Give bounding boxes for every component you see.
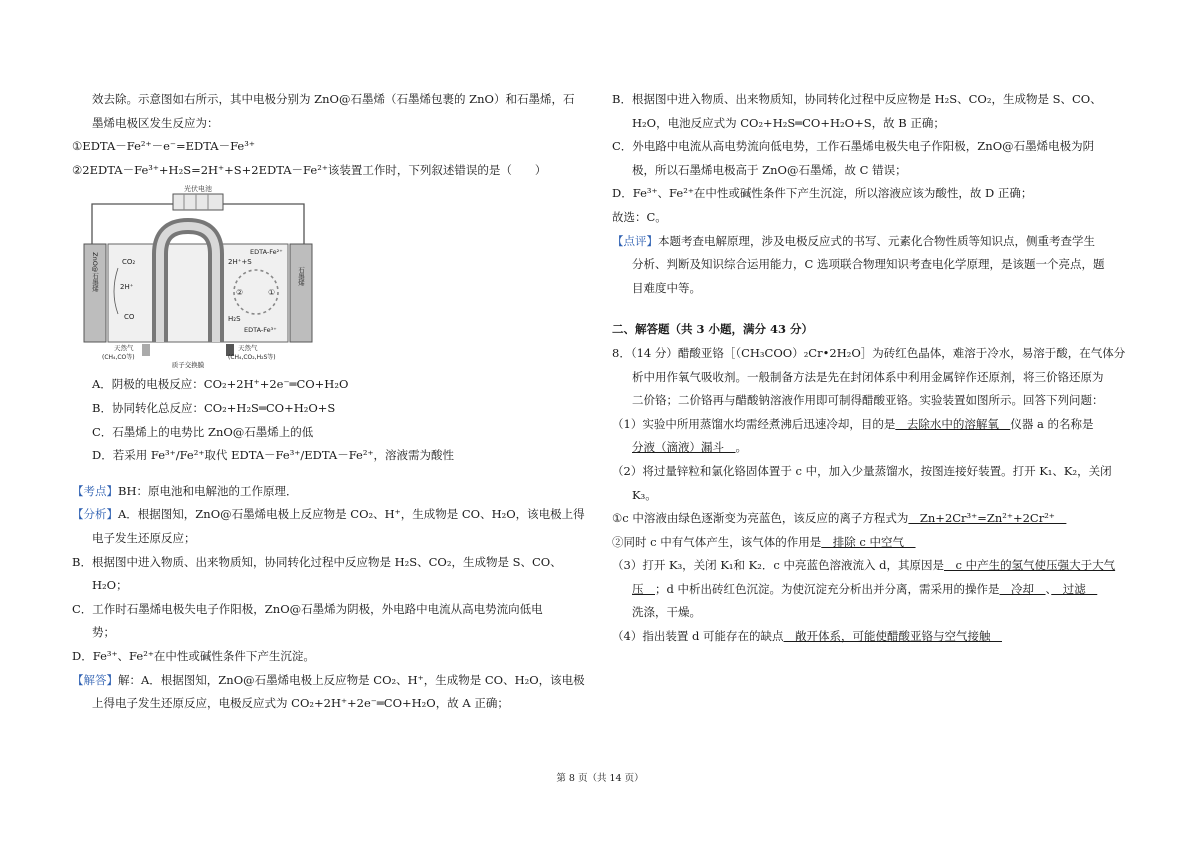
right-electrode [290,244,312,342]
right-column [612,88,1132,649]
answer-c2: 极，所以石墨烯电极高于 ZnO@石墨烯，故 C 错误； [632,162,907,177]
fenxi-a-text: A．根据图知，ZnO@石墨烯电极上反应物是 CO₂、H⁺，生成物是 CO、H₂O，该电极上得 [118,507,585,522]
part3-text-b: ；d 中析出砖红色沉淀。为使沉淀充分析出并分离，需采用的操作是 [655,581,1000,596]
reaction-2: ②2EDTA－Fe³⁺+H₂S=2H⁺+S+2EDTA－Fe²⁺该装置工作时，下列叙述错误的是（ ） [72,162,547,177]
q8-part2-line2: K₃。 [632,487,657,502]
q8-part4 [612,625,1132,649]
kaodian-tag: 【考点】 [72,483,118,498]
label-h-s: 2H⁺+S [228,258,252,267]
right-electrode-label: 石墨烯 [297,266,305,287]
part1-end: 。 [735,440,747,455]
kaodian [72,480,594,504]
label-edta-fe2: EDTA-Fe²⁺ [250,248,283,257]
q8-part3 [612,554,1132,578]
jieda-tag: 【解答】 [72,672,118,687]
q8-part1-cont [612,436,1132,460]
answer-c1: C．外电路中电流从高电势流向低电势，工作石墨烯电极失电子作阳极，ZnO@石墨烯电极为阴 [612,139,1095,154]
dianping-tag: 【点评】 [612,233,658,248]
fenxi-c: C．工作时石墨烯电极失电子作阳极，ZnO@石墨烯为阴极，外电路中电流从高电势流向低电 [72,601,543,616]
label-co: CO [124,313,135,322]
q8-part1 [612,413,1132,437]
label-membrane: 质子交换膜 [171,361,205,370]
fenxi-c2: 势； [92,625,115,640]
label-gas-left: 天然气 [114,344,134,353]
section-title: 二、解答题（共 3 小题，满分 43 分） [612,322,814,337]
q8-part3-end: 洗涤，干燥。 [632,605,701,620]
part3-answer3: 过滤 [1051,581,1098,596]
label-h2s: H₂S [228,315,241,324]
pv-panel [173,194,223,210]
jieda-a2: 上得电子发生还原反应，电极反应式为 CO₂+2H⁺+2e⁻═CO+H₂O，故 A 正确； [92,696,509,711]
pv-label: 光伏电池 [184,185,212,194]
part2-q1-text: ①c 中溶液由绿色逐渐变为亮蓝色，该反应的离子方程式为 [612,511,909,526]
diagram-svg [78,184,318,369]
kaodian-text: BH：原电池和电解池的工作原理． [118,483,298,498]
part1-answer1: 去除水中的溶解氧 [895,416,1011,431]
option-d: D．若采用 Fe³⁺/Fe²⁺取代 EDTA－Fe³⁺/EDTA－Fe²⁺，溶液需为酸性 [92,448,455,463]
q8-part2-q2 [612,531,1132,555]
q8-part2-line1: （2）将过量锌粒和氯化铬固体置于 c 中，加入少量蒸馏水，按图连接好装置。打开 K₁、K₂，关闭 [612,463,1112,478]
part3-text: （3）打开 K₃，关闭 K₁和 K₂．c 中亮蓝色溶液流入 d，其原因是 [612,558,944,573]
label-gas-right-sub: (CH₄,CO₂,H₂S等) [228,354,276,362]
answer-d1: D．Fe³⁺、Fe²⁺在中性或碱性条件下产生沉淀，所以溶液应该为酸性，故 D 正确； [612,186,1033,201]
q8-line3: 二价铬；二价铬再与醋酸钠溶液作用即可制得醋酸亚铬。实验装置如图所示。回答下列问题： [632,393,1104,408]
q8-line1: 8．（14 分）醋酸亚铬［（CH₃COO）₂Cr•2H₂O］为砖红色晶体，难溶于冷水，易溶于酸，在气体分 [612,345,1126,360]
part3-answer2: 冷却 [999,581,1046,596]
q8-part3-cont [612,578,1132,602]
fenxi-a2: 电子发生还原反应； [92,530,196,545]
part3-answer1: c 中产生的氢气使压强大于大气 [944,558,1116,573]
jieda-a [72,669,594,693]
dianping-text1: 本题考查电解原理，涉及电极反应式的书写、元素化合物性质等知识点，侧重考查学生 [658,233,1095,248]
option-c: C．石墨烯上的电势比 ZnO@石墨烯上的低 [92,424,314,439]
q8-line2: 析中用作氧气吸收剂。一般制备方法是先在封闭体系中利用金属锌作还原剂，将三价铬还原为 [632,369,1104,384]
dianping-2: 分析、判断及知识综合运用能力，C 选项联合物理知识考查电化学原理，是该题一个亮点，题 [632,257,1105,272]
option-b: B．协同转化总反应：CO₂+H₂S═CO+H₂O+S [92,400,336,415]
spacer [72,468,594,480]
spacer [612,300,1132,318]
dianping-3: 目难度中等。 [632,280,701,295]
part1-answer2: 分液（滴液）漏斗 [632,440,736,455]
page-footer: 第 8 页（共 14 页） [556,773,644,784]
q8-part2-q1 [612,507,1132,531]
part3-sep: 、 [1045,581,1052,596]
left-electrode-label: ZnO@石墨烯 [91,252,99,293]
label-edta-fe3: EDTA-Fe³⁺ [244,326,277,335]
label-circle2: ② [236,288,244,298]
part4-text: （4）指出装置 d 可能存在的缺点 [612,629,784,644]
jieda-a-text: 解：A．根据图知，ZnO@石墨烯电极上反应物是 CO₂、H⁺，生成物是 CO、H₂O，该电极 [118,672,585,687]
fenxi-b2: H₂O； [92,578,128,593]
label-co2: CO₂ [122,258,136,267]
intro-line1: 效去除。示意图如右所示，其中电极分别为 ZnO@石墨烯（石墨烯包裹的 ZnO）和石墨烯，石 [92,92,575,106]
part4-answer: 敞开体系，可能使醋酸亚铬与空气接触 [783,629,1002,644]
label-gas-right: 天然气 [238,344,258,353]
answer-b2: H₂O，电池反应式为 CO₂+H₂S═CO+H₂O+S，故 B 正确； [632,115,945,130]
part2-q2-text: ②同时 c 中有气体产生，该气体的作用是 [612,534,822,549]
choice: 故选：C。 [612,209,667,224]
fenxi-a [72,503,594,527]
label-gas-left-sub: (CH₄,CO等) [102,354,135,362]
part1-text-b: 仪器 a 的名称是 [1010,416,1094,431]
intro-line2: 墨烯电极区发生反应为： [92,115,219,130]
label-circle1: ① [268,288,276,298]
fenxi-tag: 【分析】 [72,507,118,522]
gas-out-arrow [142,344,150,356]
dianping [612,230,1132,254]
fenxi-b: B．根据图中进入物质、出来物质知，协同转化过程中反应物是 H₂S、CO₂，生成物是 S、CO、 [72,554,562,569]
left-column [72,88,594,716]
reaction-1: ①EDTA－Fe²⁺－e⁻=EDTA－Fe³⁺ [72,139,255,154]
electrolysis-diagram [78,184,318,369]
part1-text: （1）实验中所用蒸馏水均需经煮沸后迅速冷却，目的是 [612,416,896,431]
option-a: A．阴极的电极反应：CO₂+2H⁺+2e⁻═CO+H₂O [92,377,349,392]
part3-answer1b: 压 [632,581,655,596]
part2-answer1: Zn+2Cr³⁺=Zn²⁺+2Cr²⁺ [908,511,1067,526]
label-h-plus: 2H⁺ [120,283,134,292]
part2-answer2: 排除 c 中空气 [821,534,916,549]
fenxi-d: D．Fe³⁺、Fe²⁺在中性或碱性条件下产生沉淀。 [72,648,315,663]
answer-b1: B．根据图中进入物质、出来物质知，协同转化过程中反应物是 H₂S、CO₂，生成物是 S、CO、 [612,92,1102,106]
